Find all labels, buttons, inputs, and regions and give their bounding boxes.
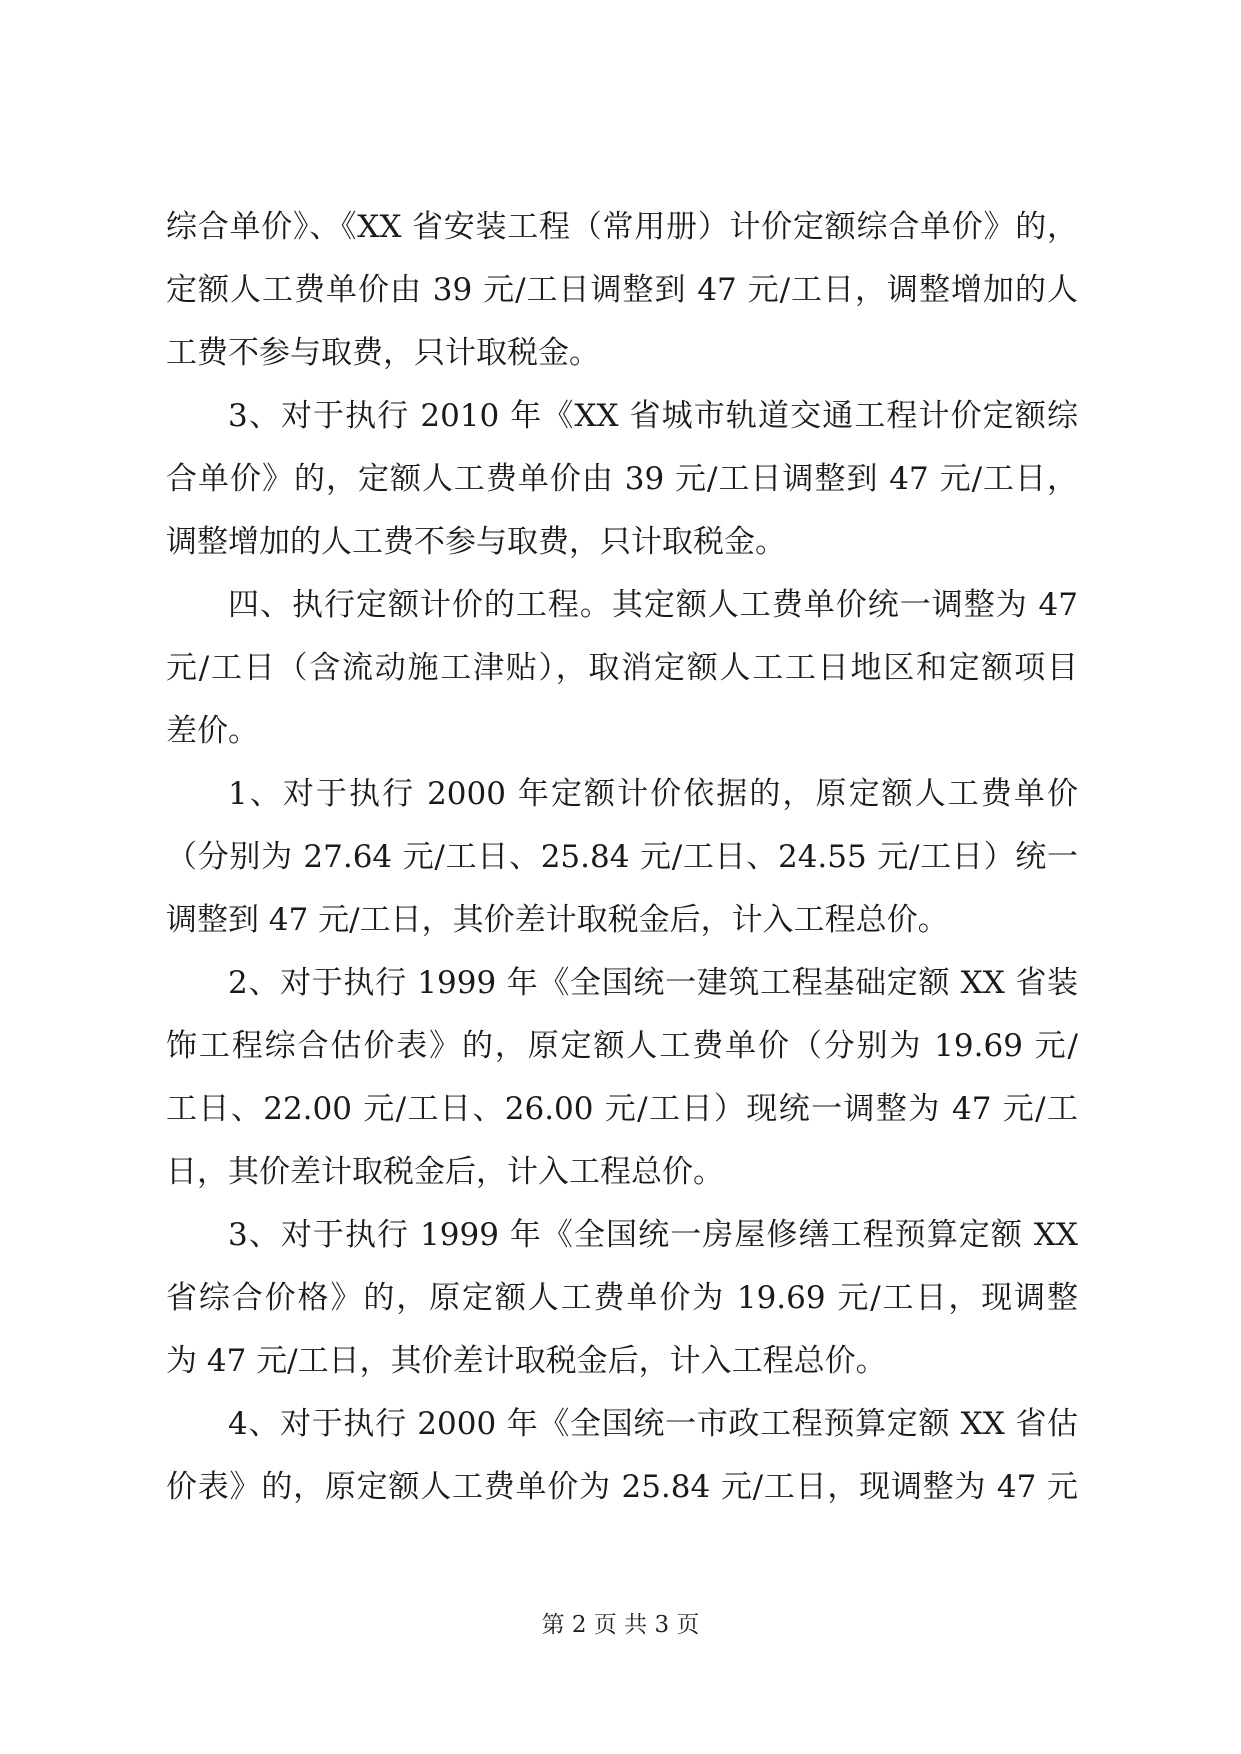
text-line: 3、对于执行 1999 年《全国统一房屋修缮工程预算定额 XX [228,1217,1078,1253]
text-line: 差价。 [166,713,259,749]
page-footer [0,1606,1241,1639]
text-line: 合单价》的，定额人工费单价由 39 元/工日调整到 47 元/工日， [166,461,1078,497]
text-line: 3、对于执行 2010 年《XX 省城市轨道交通工程计价定额综 [228,398,1078,434]
text-line: 工费不参与取费，只计取税金。 [166,335,600,371]
text-line: 价表》的，原定额人工费单价为 25.84 元/工日，现调整为 47 元 [166,1469,1078,1505]
text-line: 调整增加的人工费不参与取费，只计取税金。 [166,524,786,560]
text-line: 日，其价差计取税金后，计入工程总价。 [166,1154,724,1190]
text-line: 1、对于执行 2000 年定额计价依据的，原定额人工费单价 [228,776,1078,812]
text-line: 2、对于执行 1999 年《全国统一建筑工程基础定额 XX 省装 [228,965,1078,1001]
text-line: 四、执行定额计价的工程。其定额人工费单价统一调整为 47 [228,587,1078,623]
text-line: 元/工日（含流动施工津贴），取消定额人工工日地区和定额项目 [166,650,1078,686]
text-line: 定额人工费单价由 39 元/工日调整到 47 元/工日，调整增加的人 [166,272,1078,308]
document-body [166,196,1078,1519]
text-line: 饰工程综合估价表》的，原定额人工费单价（分别为 19.69 元/ [166,1028,1078,1064]
text-line: 4、对于执行 2000 年《全国统一市政工程预算定额 XX 省估 [228,1406,1078,1442]
text-line: 省综合价格》的，原定额人工费单价为 19.69 元/工日，现调整 [166,1280,1078,1316]
text-line: 为 47 元/工日，其价差计取税金后，计入工程总价。 [166,1343,887,1379]
text-line: （分别为 27.64 元/工日、25.84 元/工日、24.55 元/工日）统一 [166,839,1078,875]
text-line: 工日、22.00 元/工日、26.00 元/工日）现统一调整为 47 元/工 [166,1091,1078,1127]
page-number-label: 第 2 页 共 3 页 [541,1612,700,1638]
text-line: 综合单价》、《XX 省安装工程（常用册）计价定额综合单价》的， [166,209,1078,245]
text-line: 调整到 47 元/工日，其价差计取税金后，计入工程总价。 [166,902,949,938]
